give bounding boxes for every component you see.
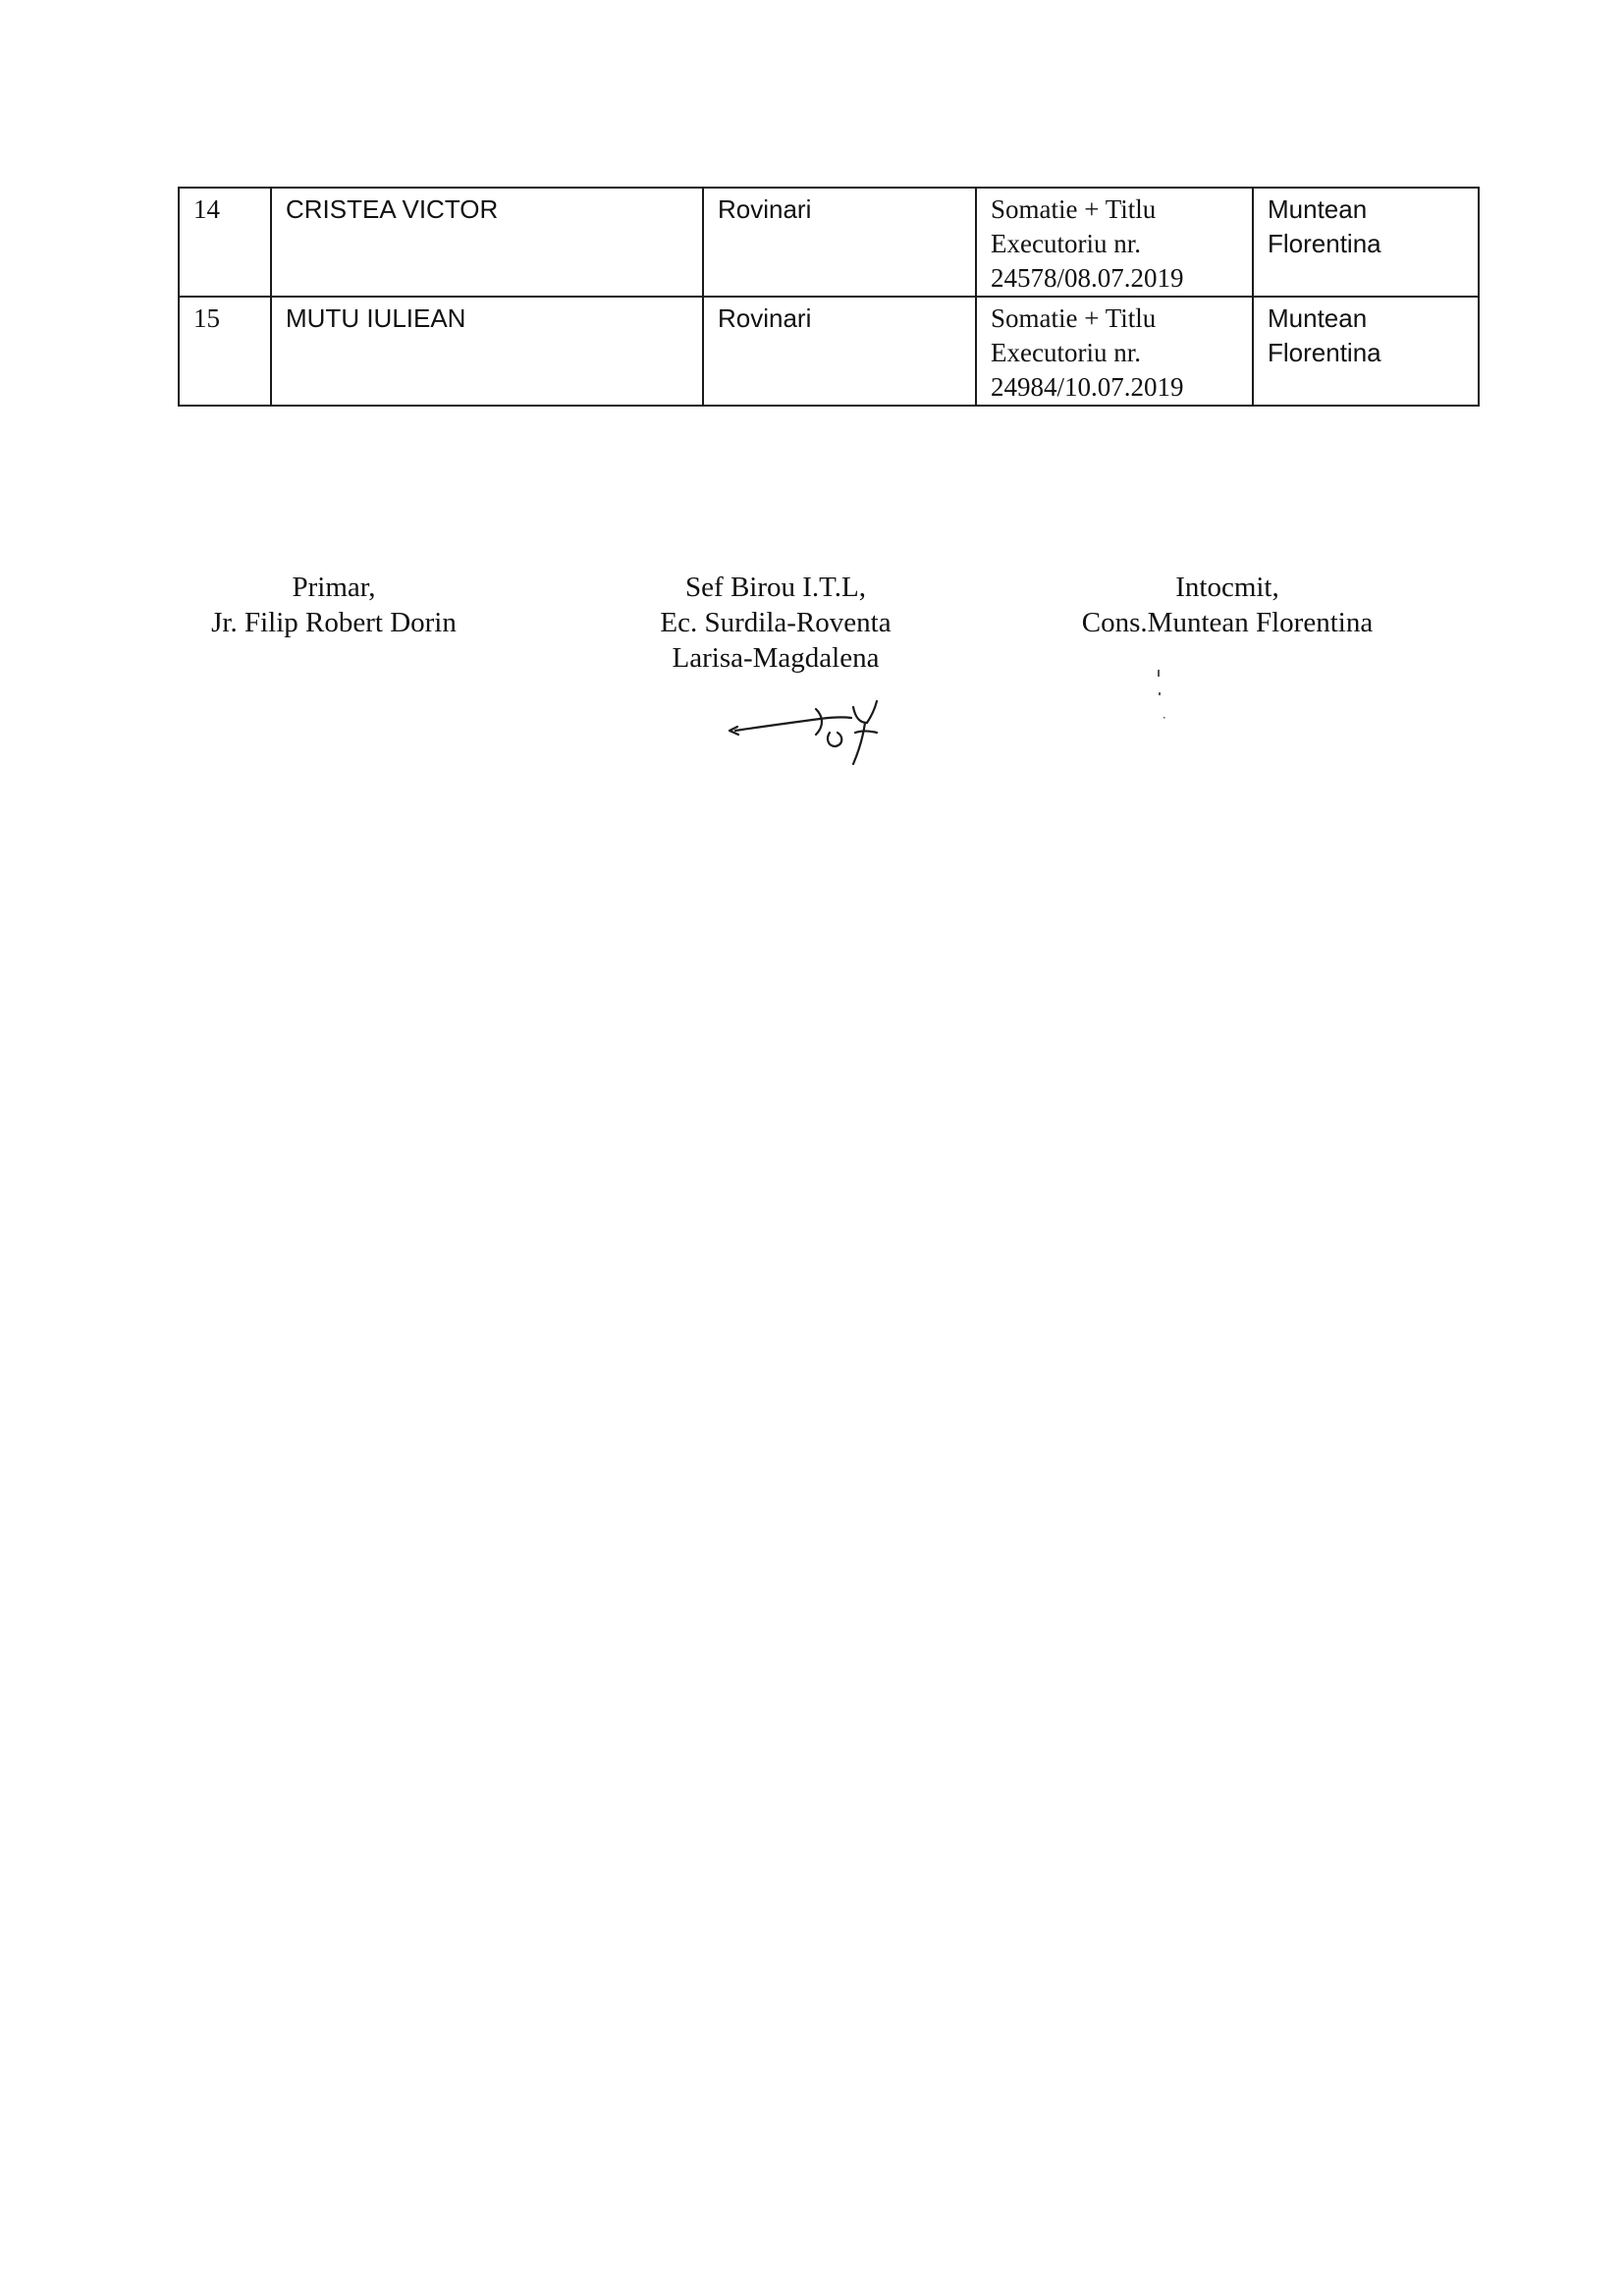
responsible-person: Muntean Florentina [1253,188,1479,297]
handwritten-signature [722,687,908,776]
records-table [178,187,1480,407]
sef-name-line1: Ec. Surdila-Roventa [660,607,892,638]
document-reference: Somatie + Titlu Executoriu nr. 24578/08.07.2019 [976,188,1253,297]
primar-name: Jr. Filip Robert Dorin [211,607,457,638]
intocmit-title: Intocmit, [1175,572,1279,603]
sef-title: Sef Birou I.T.L, [685,572,866,603]
person-name: MUTU IULIEAN [271,297,703,406]
row-number: 15 [179,297,271,406]
stray-ink-marks [1149,668,1168,737]
responsible-person: Muntean Florentina [1253,297,1479,406]
table-row [179,188,1479,297]
primar-title: Primar, [292,572,376,603]
person-name: CRISTEA VICTOR [271,188,703,297]
sef-name-line2: Larisa-Magdalena [672,642,880,674]
signature-block-primar [167,570,501,640]
table-row [179,297,1479,406]
signature-block-sef-birou [628,570,923,676]
location: Rovinari [703,297,976,406]
row-number: 14 [179,188,271,297]
intocmit-name: Cons.Muntean Florentina [1081,607,1374,638]
signature-block-intocmit [1041,570,1414,640]
document-reference: Somatie + Titlu Executoriu nr. 24984/10.07.2019 [976,297,1253,406]
location: Rovinari [703,188,976,297]
